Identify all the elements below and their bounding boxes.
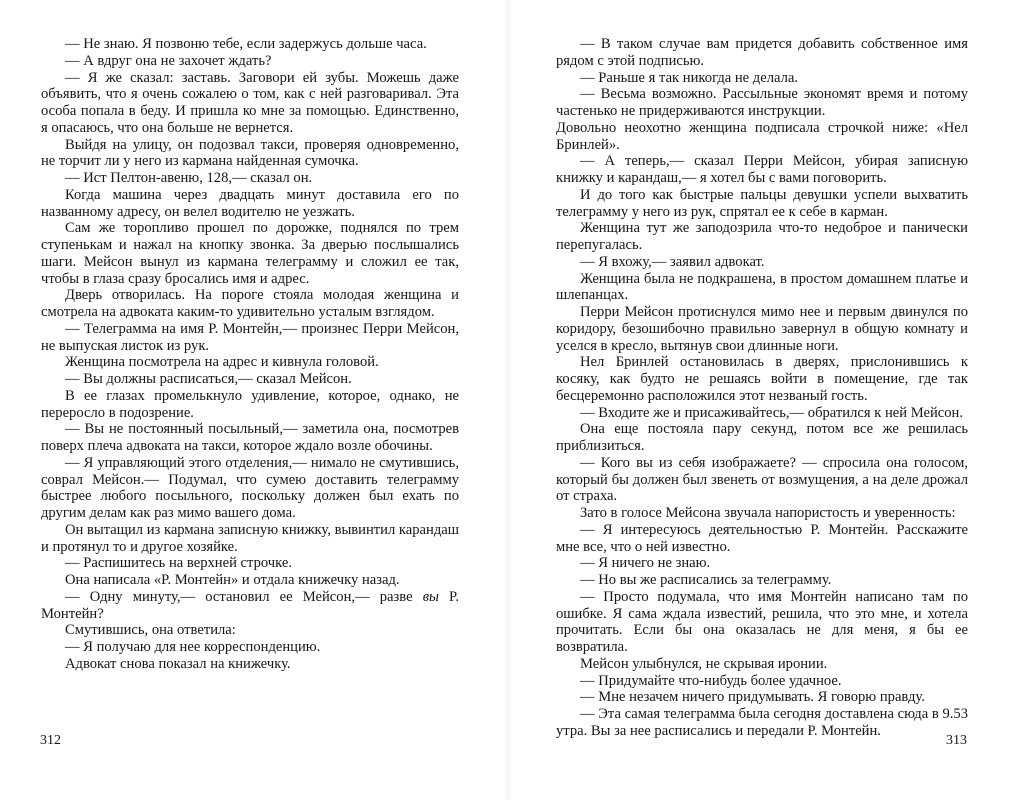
paragraph: — Вы не постоянный посыльный,— заметила она, посмотрев поверх плеча адвоката на такси, которое ждало возле обочины. [41,421,459,454]
paragraph: Она написала «Р. Монтейн» и отдала книжечку назад. [65,572,400,588]
paragraph: Смутившись, она ответила: [65,622,236,639]
paragraph: — Но вы же расписались за телеграмму. [580,572,832,588]
paragraph: Перри Мейсон протиснулся мимо нее и первым двинулся по коридору, безошибочно правильно завернул в общую комнату и уселся в кресло, вытянув свои длинные ноги. [556,304,968,354]
paragraph: — Вы должны расписаться,— сказал Мейсон. [65,371,352,387]
paragraph: — Мне незачем ничего придумывать. Я говорю правду. [580,689,925,706]
paragraph: — Весьма возможно. Рассыльные экономят время и потому частенько не придерживаются инструкции. [556,86,968,119]
paragraph: — Я же сказал: заставь. Заговори ей зубы. Можешь даже объявить, что я очень сожалею о том, как с ней разговаривал. Эта особа попала в беду. И пришла ко мне за помощью. Единственно, я опасаюсь, что она больше не вернется. [41,69,459,136]
paragraph: — Телеграмма на имя Р. Монтейн,— произнес Перри Мейсон, не выпуская листок из рук. [41,320,459,354]
paragraph-text: — Одну минуту,— остановил ее Мейсон,— разве [65,588,423,605]
paragraph: — Придумайте что-нибудь более удачное. [580,672,842,689]
paragraph: — Я вхожу,— заявил адвокат. [580,253,765,270]
paragraph: В ее глазах промелькнуло удивление, которое, однако, не переросло в подозрение. [41,387,459,421]
paragraph [41,589,459,623]
page-number-right: 313 [946,733,967,748]
paragraph: — Я управляющий этого отделения,— нимало не смутившись, соврал Мейсон.— Подумал, что сумею доставить телеграмму быстрее любого посыльного, поскольку должен был ехать по другим делам как раз мимо вашего дома. [41,454,459,521]
paragraph: Женщина была не подкрашена, в простом домашнем платье и шлепанцах. [556,270,968,304]
paragraph: Выйдя на улицу, он подозвал такси, проверяя одновременно, не торчит ли у него из кармана найденная сумочка. [41,136,459,170]
paragraph: — А теперь,— сказал Перри Мейсон, убирая записную книжку и карандаш,— я хотел бы с вами поговорить. [556,153,968,186]
paragraph: Довольно неохотно женщина подписала строчкой ниже: «Нел Бринлей». [556,119,968,153]
paragraph: — В таком случае вам придется добавить собственное имя рядом с этой подписью. [556,36,968,69]
paragraph: Зато в голосе Мейсона звучала напористость и уверенность: [580,505,956,521]
right-page-text [556,36,968,740]
paragraph: — Распишитесь на верхней строчке. [65,555,292,572]
paragraph-text: Р. Монтейн? [41,588,459,622]
paragraph: — Ист Пелтон-авеню, 128,— сказал он. [65,170,313,186]
paragraph: — А вдруг она не захочет ждать? [65,52,272,69]
page-number-left: 312 [40,733,61,748]
paragraph: Адвокат снова показал на книжечку. [65,655,291,672]
paragraph: Нел Бринлей остановилась в дверях, прислонившись к косяку, как будто не решаясь войти в помещение, где так бесцеремонно расположился этот незваный гость. [556,354,968,404]
paragraph: — Я ничего не знаю. [580,555,711,572]
paragraph: — Входите же и присаживайтесь,— обратился к ней Мейсон. [580,404,963,421]
paragraph: Он вытащил из кармана записную книжку, вывинтил карандаш и протянул то и другое хозяйке. [41,521,459,555]
paragraph: — Не знаю. Я позвоню тебе, если задержусь дольше часа. [65,36,427,52]
paragraph: Она еще постояла пару секунд, потом все же решилась приблизиться. [556,421,968,454]
paragraph: Мейсон улыбнулся, не скрывая иронии. [580,655,828,672]
paragraph: Женщина тут же заподозрила что-то недоброе и панически перепугалась. [556,220,968,253]
paragraph: И до того как быстрые пальцы девушки успели выхватить телеграмму у него из рук, спрятал ее к себе в карман. [556,186,968,220]
paragraph: — Кого вы из себя изображаете? — спросила она голосом, который бы должен был звенеть от возмущения, а на деле дрожал от страха. [556,454,968,505]
italic-word: вы [422,588,439,605]
book-gutter [503,0,513,800]
paragraph: — Эта самая телеграмма была сегодня доставлена сюда в 9.53 утра. Вы за нее расписались и передали Р. Монтейн. [556,706,968,739]
paragraph: — Я получаю для нее корреспонденцию. [65,639,321,655]
left-page-text [41,36,459,673]
paragraph: Когда машина через двадцать минут доставила его по названному адресу, он велел водителю не уезжать. [41,186,459,220]
paragraph: Женщина посмотрела на адрес и кивнула головой. [65,354,379,371]
paragraph: Дверь отворилась. На пороге стояла молодая женщина и смотрела на адвоката каким-то удивительно усталым взглядом. [41,287,459,320]
paragraph: Сам же торопливо прошел по дорожке, поднялся по трем ступенькам и нажал на кнопку звонка. За дверью послышались шаги. Мейсон вынул из кармана телеграмму и сложил ее так, чтобы в глаза сразу бросались имя и адрес. [41,220,459,287]
paragraph: — Просто подумала, что имя Монтейн написано там по ошибке. Я сама ждала известий, решила, что это мне, и хотела прочитать. Если бы она оказалась не для меня, я бы ее возвратила. [556,588,968,655]
paragraph: — Раньше я так никогда не делала. [580,69,799,86]
paragraph: — Я интересуюсь деятельностью Р. Монтейн. Расскажите мне все, что о ней известно. [556,521,968,555]
